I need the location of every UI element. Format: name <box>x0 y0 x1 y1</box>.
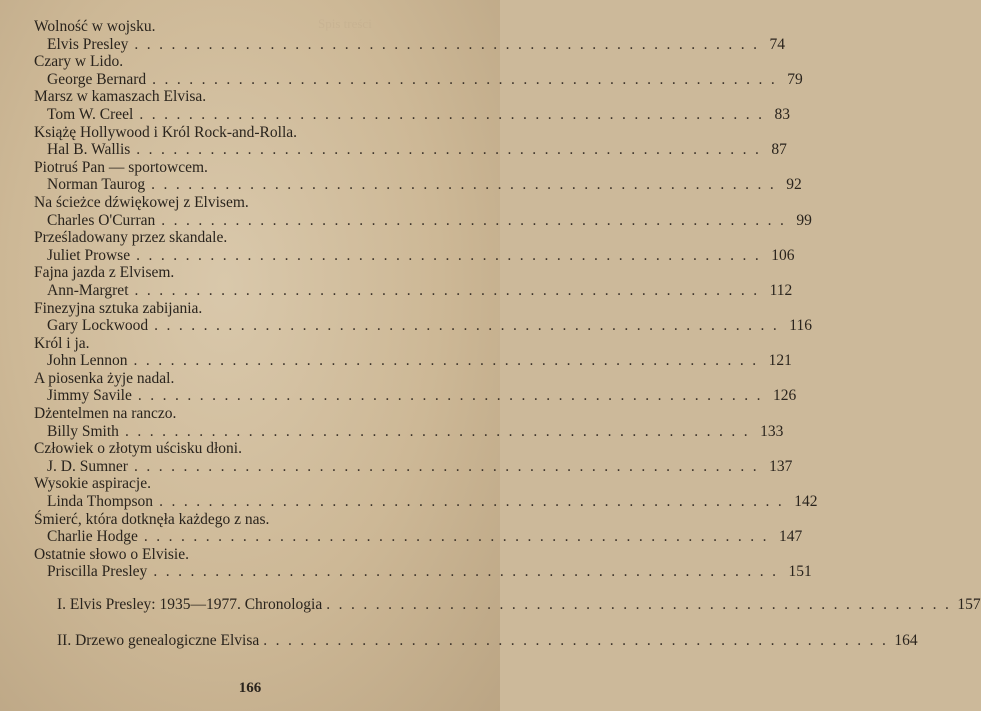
chapter-page-number: 92 <box>786 176 802 194</box>
chapter-author: J. D. Sumner <box>47 457 128 475</box>
dot-leader: ................................................... <box>161 211 793 229</box>
chapter-title: Wysokie aspiracje. <box>34 475 151 493</box>
toc-entry <box>34 158 802 194</box>
table-of-contents <box>34 18 818 581</box>
toc-entry <box>34 299 812 335</box>
dot-leader: ................................................... <box>133 457 766 475</box>
chapter-title: Piotruś Pan — sportowcem. <box>34 158 208 176</box>
author-row <box>34 246 795 265</box>
author-row <box>34 141 787 159</box>
chapter-author: Charles O'Curran <box>47 211 156 229</box>
dot-leader: ................................................... <box>151 176 783 194</box>
toc-entry <box>34 440 793 475</box>
chapter-author: Juliet Prowse <box>47 246 131 264</box>
chapter-page-number: 126 <box>772 387 797 405</box>
dot-leader: ................................................... <box>136 246 768 264</box>
chapter-author: Elvis Presley <box>47 35 129 53</box>
author-row <box>34 563 812 581</box>
dot-leader: ................................................... <box>143 528 775 546</box>
dot-leader: ................................................... <box>134 35 766 53</box>
toc-entry <box>34 405 784 440</box>
toc-entry <box>34 264 793 299</box>
chapter-page-number: 74 <box>769 35 785 53</box>
dot-leader: ................................................... <box>263 632 895 649</box>
author-row <box>34 105 790 124</box>
author-row <box>34 422 784 441</box>
show-through-text: Spis treści <box>318 16 372 31</box>
chapter-author: Ann-Margret <box>47 281 129 299</box>
chapter-page-number: 137 <box>769 457 793 475</box>
chapter-title: A piosenka żyje nadal. <box>34 369 175 387</box>
chapter-title: Czary w Lido. <box>34 53 124 71</box>
chapter-page-number: 99 <box>796 211 812 229</box>
toc-entry <box>34 53 803 88</box>
chapter-title: Marsz w kamaszach Elvisa. <box>34 88 207 106</box>
chapter-author: Charlie Hodge <box>47 528 138 546</box>
chapter-page-number: 133 <box>760 422 784 440</box>
chapter-author: Tom W. Creel <box>47 105 134 123</box>
chapter-title: Na ścieżce dźwiękowej z Elvisem. <box>34 193 249 211</box>
appendix-page-number: 164 <box>894 632 918 649</box>
author-row <box>34 528 803 546</box>
author-row <box>34 457 793 476</box>
chapter-page-number: 121 <box>768 352 792 370</box>
chapter-title: Człowiek o złotym uścisku dłoni. <box>34 440 242 458</box>
appendix-entry-1 <box>57 596 981 614</box>
appendix-label: II. Drzewo genealogiczne Elvisa <box>57 632 260 649</box>
appendix-label: I. Elvis Presley: 1935—1977. Chronologia <box>57 596 323 613</box>
dot-leader: ................................................... <box>154 317 786 335</box>
dot-leader: ................................................... <box>152 70 784 88</box>
author-row <box>34 70 803 89</box>
toc-entry <box>34 475 818 511</box>
toc-entry <box>34 545 812 581</box>
author-row <box>34 35 785 54</box>
chapter-author: George Bernard <box>47 70 147 88</box>
dot-leader: ................................................... <box>326 596 958 613</box>
toc-entry <box>34 369 797 405</box>
chapter-title: Król i ja. <box>34 334 90 352</box>
chapter-title: Finezyjna sztuka zabijania. <box>34 299 203 317</box>
chapter-author: Priscilla Presley <box>47 563 148 581</box>
chapter-author: Jimmy Savile <box>47 387 132 405</box>
chapter-author: Hal B. Wallis <box>47 141 131 159</box>
appendix-entry-2 <box>57 632 918 650</box>
chapter-page-number: 83 <box>774 105 790 123</box>
chapter-title: Wolność w wojsku. <box>34 18 156 35</box>
chapter-page-number: 116 <box>789 317 812 335</box>
author-row <box>34 211 812 230</box>
dot-leader: ................................................... <box>124 422 757 440</box>
toc-entry <box>34 88 790 123</box>
chapter-author: Linda Thompson <box>47 493 154 511</box>
toc-entry <box>34 229 795 264</box>
chapter-page-number: 147 <box>778 528 803 546</box>
chapter-title: Dżentelmen na ranczo. <box>34 405 177 423</box>
chapter-author: Norman Taurog <box>47 176 146 194</box>
chapter-title: Fajna jazda z Elvisem. <box>34 264 175 282</box>
author-row <box>34 493 818 511</box>
appendix-page-number: 157 <box>957 596 981 613</box>
author-row <box>34 352 792 370</box>
dot-leader: ................................................... <box>153 563 785 581</box>
chapter-title: Ostatnie słowo o Elvisie. <box>34 545 189 563</box>
chapter-page-number: 151 <box>788 563 812 581</box>
chapter-page-number: 112 <box>769 281 793 299</box>
chapter-title: Książę Hollywood i Król Rock-and-Rolla. <box>34 123 298 141</box>
toc-entry <box>34 123 787 159</box>
toc-entry <box>34 334 792 370</box>
chapter-title: Śmierć, która dotknęła każdego z nas. <box>34 510 270 528</box>
author-row <box>34 176 802 194</box>
dot-leader: ................................................... <box>133 352 765 370</box>
chapter-page-number: 142 <box>794 493 818 511</box>
author-row <box>34 317 812 335</box>
chapter-author: Billy Smith <box>47 422 119 440</box>
toc-entry <box>34 18 785 53</box>
dot-leader: ................................................... <box>134 281 766 299</box>
toc-entry <box>34 510 803 546</box>
chapter-page-number: 106 <box>771 246 795 264</box>
dot-leader: ................................................... <box>136 141 768 159</box>
toc-entry <box>34 193 812 229</box>
chapter-author: Gary Lockwood <box>47 317 149 335</box>
chapter-author: John Lennon <box>47 352 128 370</box>
chapter-page-number: 87 <box>771 141 787 159</box>
dot-leader: ................................................... <box>159 493 791 511</box>
author-row <box>34 281 793 300</box>
chapter-page-number: 79 <box>787 70 803 88</box>
chapter-title: Prześladowany przez skandale. <box>34 229 228 247</box>
dot-leader: ................................................... <box>137 387 769 405</box>
dot-leader: ................................................... <box>139 105 771 123</box>
page-number: 166 <box>238 680 262 696</box>
author-row <box>34 387 797 405</box>
